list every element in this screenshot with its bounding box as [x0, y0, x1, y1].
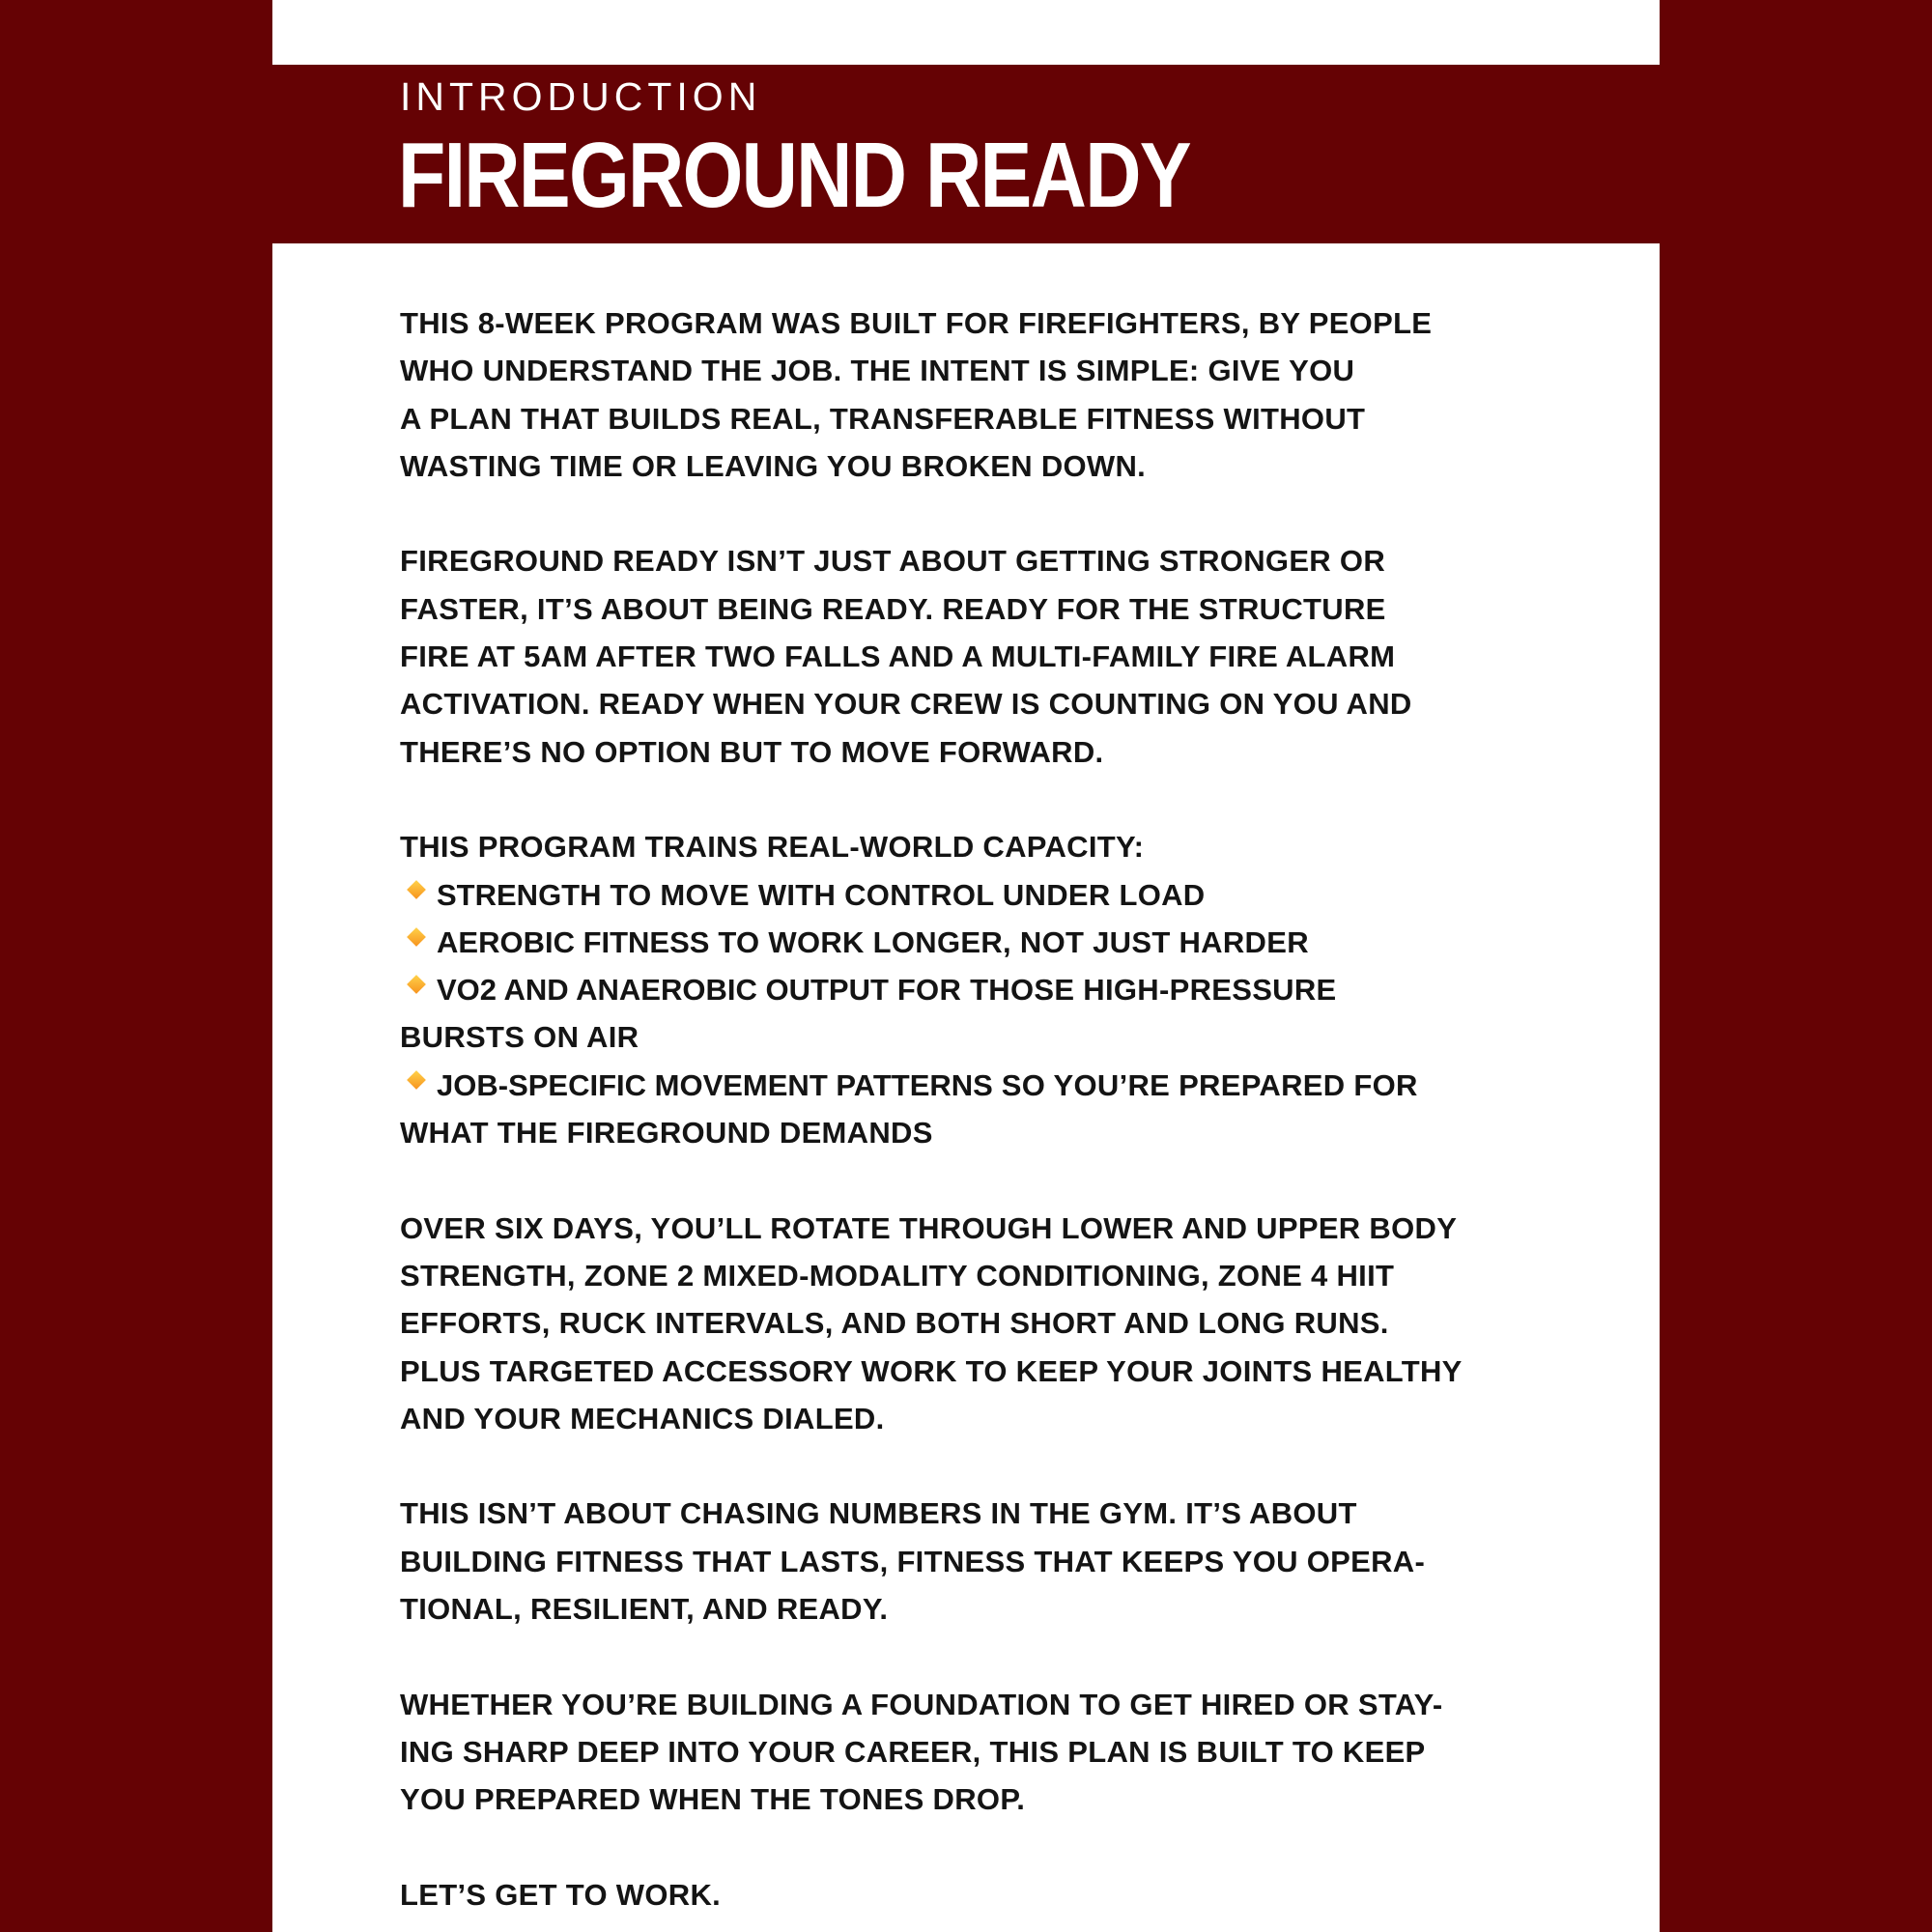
- paragraph-ready: [400, 537, 1540, 775]
- list-item: [400, 919, 1540, 966]
- text-line: AND YOUR MECHANICS DIALED.: [400, 1401, 885, 1435]
- document-page: [272, 0, 1660, 1932]
- text-line: A PLAN THAT BUILDS REAL, TRANSFERABLE FITNESS WITHOUT: [400, 401, 1366, 436]
- paragraph-intro: [400, 299, 1540, 490]
- list-item-text: TO MOVE WITH CONTROL UNDER LOAD: [601, 877, 1206, 912]
- list-item-bold: STRENGTH: [437, 877, 602, 912]
- text-line: ING SHARP DEEP INTO YOUR CAREER, THIS PLAN IS BUILT TO KEEP: [400, 1734, 1426, 1769]
- body-text: [400, 299, 1540, 1918]
- capacity-list: [400, 823, 1540, 1156]
- list-item: [400, 871, 1540, 919]
- list-item: [400, 966, 1540, 1013]
- list-item-bold: AEROBIC FITNESS: [437, 924, 710, 959]
- text-line: THIS ISN’T ABOUT CHASING NUMBERS IN THE GYM. IT’S ABOUT: [400, 1496, 1357, 1531]
- list-item-text: TO WORK LONGER, NOT JUST HARDER: [709, 924, 1309, 959]
- text-line: WHETHER YOU’RE BUILDING A FOUNDATION TO GET HIRED OR STAY-: [400, 1687, 1443, 1721]
- section-eyebrow: INTRODUCTION: [400, 74, 762, 119]
- paragraph-numbers: [400, 1490, 1540, 1633]
- text-line: BUILDING FITNESS THAT LASTS, FITNESS THAT KEEPS YOU OPERA-: [400, 1544, 1426, 1578]
- paragraph-career: [400, 1681, 1540, 1824]
- text-line: THERE’S NO OPTION BUT TO MOVE FORWARD.: [400, 734, 1104, 769]
- text-line: OVER SIX DAYS, YOU’LL ROTATE THROUGH LOWER AND UPPER BODY: [400, 1210, 1458, 1245]
- diamond-bullet-icon: [407, 927, 426, 947]
- list-item-continuation: WHAT THE FIREGROUND DEMANDS: [400, 1116, 933, 1151]
- text-line: WHO UNDERSTAND THE JOB. THE INTENT IS SIMPLE: GIVE YOU: [400, 354, 1355, 388]
- diamond-bullet-icon: [407, 880, 426, 899]
- closing-line: LET’S GET TO WORK.: [400, 1877, 722, 1912]
- list-item-bold: JOB-SPECIFIC MOVEMENT PATTERNS: [437, 1067, 993, 1102]
- text-line: FASTER, IT’S ABOUT BEING READY. READY FOR THE STRUCTURE: [400, 591, 1386, 626]
- page-title: FIREGROUND READY: [398, 124, 1190, 227]
- paragraph-schedule: [400, 1205, 1540, 1442]
- text-line: WASTING TIME OR LEAVING YOU BROKEN DOWN.: [400, 448, 1147, 483]
- text-line: EFFORTS, RUCK INTERVALS, AND BOTH SHORT AND LONG RUNS.: [400, 1306, 1389, 1341]
- list-item: [400, 1062, 1540, 1109]
- text-line: FIREGROUND READY ISN’T JUST ABOUT GETTING STRONGER OR: [400, 544, 1386, 579]
- list-item-text: SO YOU’RE PREPARED FOR: [992, 1067, 1418, 1102]
- text-line: STRENGTH, ZONE 2 MIXED-MODALITY CONDITIONING, ZONE 4 HIIT: [400, 1258, 1395, 1293]
- text-line: TIONAL, RESILIENT, AND READY.: [400, 1592, 889, 1627]
- diamond-bullet-icon: [407, 975, 426, 994]
- list-item-continuation: BURSTS ON AIR: [400, 1020, 639, 1055]
- text-line: THIS 8-WEEK PROGRAM WAS BUILT FOR FIREFIGHTERS, BY PEOPLE: [400, 306, 1433, 340]
- diamond-bullet-icon: [407, 1070, 426, 1090]
- text-line: ACTIVATION. READY WHEN YOUR CREW IS COUNTING ON YOU AND: [400, 687, 1412, 722]
- list-item-bold: VO2 AND ANAEROBIC OUTPUT: [437, 973, 889, 1008]
- capacity-intro: THIS PROGRAM TRAINS REAL-WORLD CAPACITY:: [400, 830, 1145, 865]
- text-line: YOU PREPARED WHEN THE TONES DROP.: [400, 1782, 1026, 1817]
- text-line: FIRE AT 5AM AFTER TWO FALLS AND A MULTI-FAMILY FIRE ALARM: [400, 639, 1396, 674]
- text-line: PLUS TARGETED ACCESSORY WORK TO KEEP YOUR JOINTS HEALTHY: [400, 1353, 1463, 1388]
- list-item-text: FOR THOSE HIGH-PRESSURE: [888, 973, 1337, 1008]
